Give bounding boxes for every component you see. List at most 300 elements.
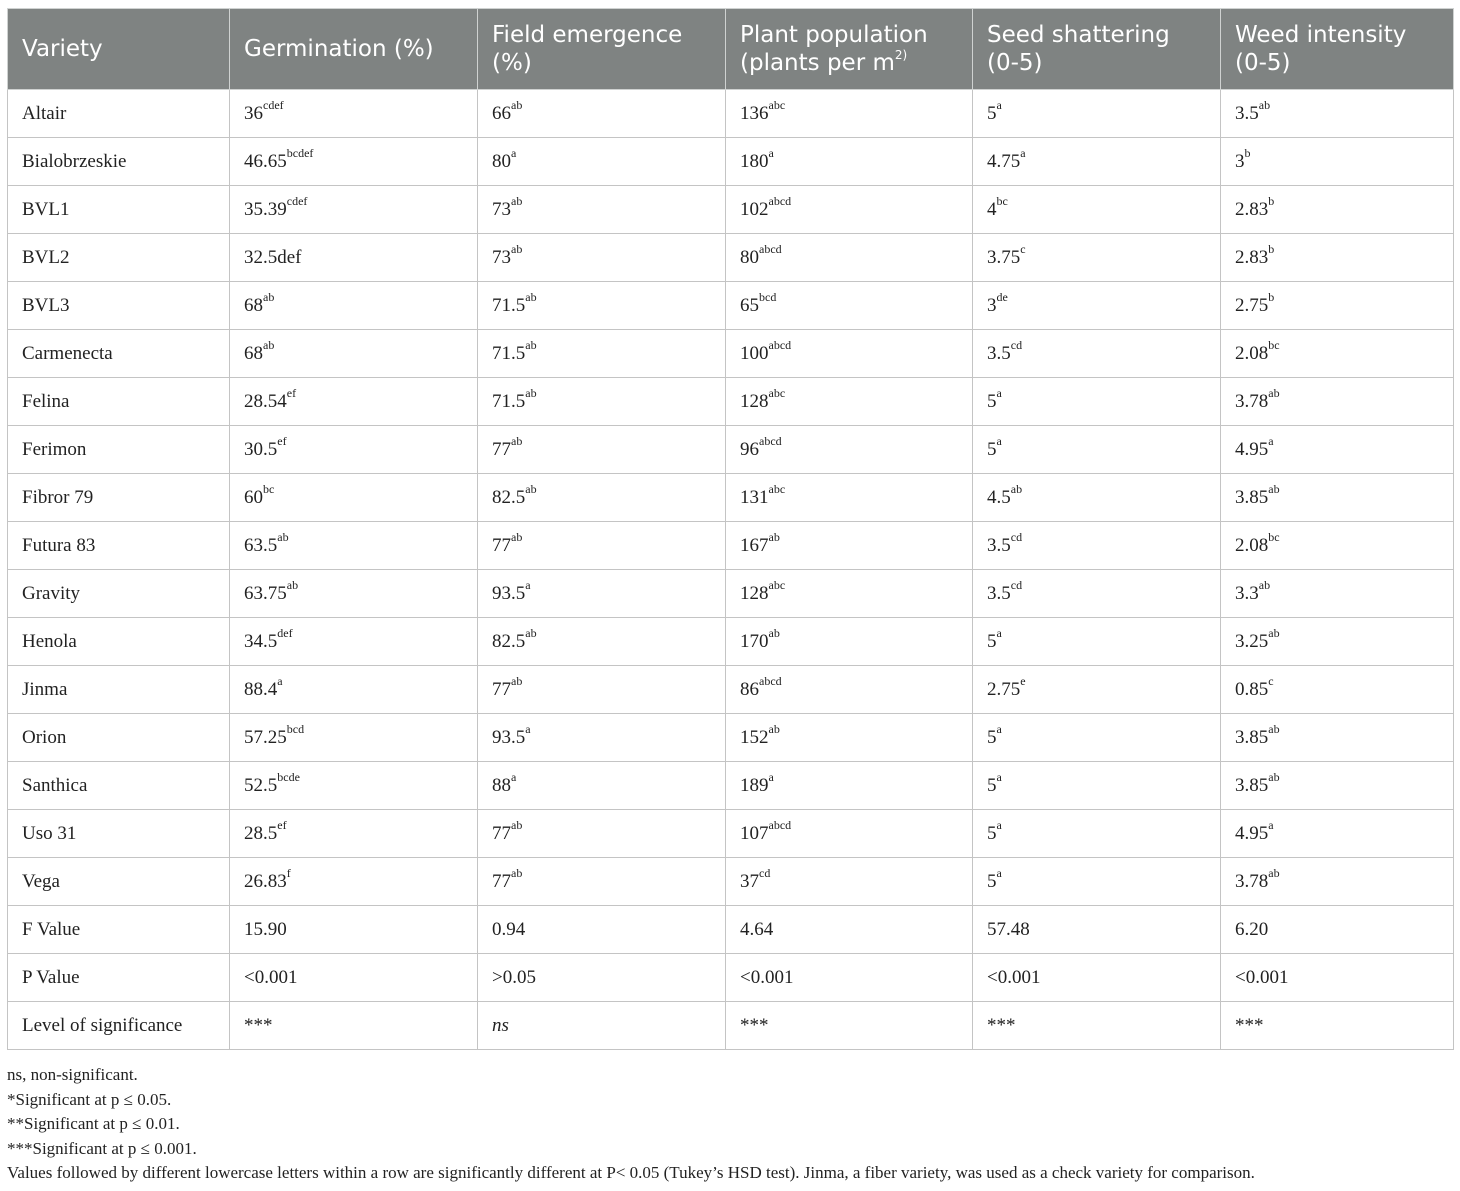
value-cell [478,378,726,426]
value-cell [973,714,1221,762]
value-cell [1221,762,1454,810]
header-label: Field emergence (%) [492,22,683,76]
cell-value: 107 [740,822,769,844]
header-cell [973,9,1221,90]
cell-value: 3 [987,294,997,316]
cell-value: 71.5 [492,390,526,412]
value-cell [478,906,726,954]
value-cell [478,234,726,282]
cell-value: 3.85 [1235,774,1269,796]
significance-letters: ab [263,338,275,353]
significance-letters: a [277,674,283,689]
significance-letters: ab [511,866,523,881]
significance-letters: ab [511,434,523,449]
value-cell [478,858,726,906]
value-cell [230,570,478,618]
value-cell [1221,282,1454,330]
cell-value: 3.5 [987,534,1011,556]
cell-value: 3 [1235,150,1245,172]
cell-value: *** [1235,1014,1264,1036]
table-row [8,186,1454,234]
significance-letters: bc [1268,530,1280,545]
value-cell [726,138,973,186]
value-cell [1221,474,1454,522]
value-cell [1221,954,1454,1002]
value-cell [973,954,1221,1002]
significance-letters: ab [511,98,523,113]
significance-letters: ef [286,386,297,401]
cell-value: *** [244,1014,273,1036]
value-cell [973,810,1221,858]
cell-value: <0.001 [1235,966,1289,988]
significance-letters: ab [525,626,537,641]
value-cell [1221,618,1454,666]
cell-value: Felina [22,390,70,412]
cell-value: 88 [492,774,511,796]
significance-letters: ab [768,722,780,737]
value-cell [478,1002,726,1050]
value-cell [726,1002,973,1050]
value-cell [726,570,973,618]
variety-cell [8,282,230,330]
header-row [8,9,1454,90]
table-row [8,282,1454,330]
value-cell [1221,858,1454,906]
value-cell [973,330,1221,378]
significance-letters: de [996,290,1008,305]
cell-value: 3.5 [987,342,1011,364]
significance-letters: ab [1258,578,1271,593]
cell-value: 170 [740,630,769,652]
cell-value: F Value [22,918,81,940]
significance-letters: a [996,434,1002,449]
significance-letters: a [996,626,1002,641]
value-cell [478,90,726,138]
value-cell [973,186,1221,234]
value-cell [230,906,478,954]
value-cell [478,570,726,618]
variety-cell [8,762,230,810]
cell-value: 73 [492,198,511,220]
cell-value: 152 [740,726,769,748]
value-cell [478,186,726,234]
significance-letters: ab [277,530,289,545]
significance-letters: b [1268,242,1275,257]
cell-value: 28.5 [244,822,278,844]
cell-value: 93.5 [492,726,526,748]
cell-value: 63.75 [244,582,287,604]
value-cell [478,522,726,570]
value-cell [1221,378,1454,426]
value-cell [230,186,478,234]
cell-value: 77 [492,870,511,892]
value-cell [1221,90,1454,138]
cell-value: 52.5 [244,774,278,796]
significance-letters: abc [768,578,786,593]
value-cell [1221,666,1454,714]
significance-letters: abc [768,386,786,401]
cell-value: 65 [740,294,759,316]
footnote: ns, non-significant. [7,1065,138,1084]
value-cell [230,666,478,714]
value-cell [726,954,973,1002]
value-cell [973,138,1221,186]
cell-value: 2.75 [1235,294,1269,316]
significance-letters: abcd [759,434,782,449]
significance-letters: ab [768,626,780,641]
variety-cell [8,618,230,666]
significance-letters: ab [525,338,537,353]
significance-letters: a [511,146,517,161]
cell-value: 77 [492,678,511,700]
variety-cell [8,138,230,186]
significance-letters: ab [525,482,537,497]
significance-letters: cdef [263,98,284,113]
significance-letters: ab [1268,866,1280,881]
value-cell [973,618,1221,666]
value-cell [726,186,973,234]
header-label: Germination (%) [244,36,434,62]
cell-value: 37 [740,870,759,892]
value-cell [1221,1002,1454,1050]
value-cell [973,666,1221,714]
significance-letters: ab [511,818,523,833]
value-cell [726,666,973,714]
footnote: Values followed by different lowercase letters within a row are significantly different at P< 0.05 (Tukey’s HSD test). Jinma, a fiber variety, was used as a check variety for comparison. [7,1163,1255,1182]
value-cell [973,282,1221,330]
value-cell [230,138,478,186]
cell-value: 80 [492,150,511,172]
variety-cell [8,522,230,570]
value-cell [478,954,726,1002]
value-cell [1221,138,1454,186]
significance-letters: ab [1268,482,1280,497]
cell-value: <0.001 [740,966,794,988]
value-cell [230,618,478,666]
header-label: Weed intensity (0-5) [1235,22,1407,76]
significance-letters: ab [1268,770,1280,785]
table-row [8,1002,1454,1050]
table-row [8,522,1454,570]
value-cell [726,810,973,858]
value-cell [1221,186,1454,234]
cell-value: 167 [740,534,769,556]
significance-letters: abcd [768,338,792,353]
significance-letters: a [525,722,531,737]
cell-value: Vega [22,870,60,892]
variety-cell [8,954,230,1002]
significance-letters: a [996,818,1002,833]
significance-letters: ab [1268,626,1280,641]
cell-value: 35.39 [244,198,287,220]
cell-value: 3.78 [1235,870,1269,892]
significance-letters: b [1268,194,1275,209]
cell-value: BVL3 [22,294,70,316]
header-cell [230,9,478,90]
value-cell [726,714,973,762]
value-cell [973,1002,1221,1050]
footnote: ***Significant at p ≤ 0.001. [7,1138,197,1158]
variety-cell [8,474,230,522]
significance-letters: bcd [759,290,777,305]
value-cell [1221,426,1454,474]
value-cell [973,522,1221,570]
cell-value: 4.64 [740,918,774,940]
value-cell [726,426,973,474]
cell-value: 102 [740,198,769,220]
cell-value: 3.25 [1235,630,1269,652]
cell-value: 71.5 [492,342,526,364]
table-row [8,906,1454,954]
cell-value: 15.90 [244,918,287,940]
variety-cell [8,330,230,378]
cell-value: Altair [22,102,67,124]
cell-value: 5 [987,102,997,124]
significance-letters: bcd [286,722,305,737]
cell-value: 82.5 [492,486,526,508]
variety-cell [8,714,230,762]
value-cell [973,234,1221,282]
significance-letters: f [286,866,291,881]
significance-letters: b [1268,290,1275,305]
value-cell [230,90,478,138]
cell-value: 5 [987,390,997,412]
value-cell [478,138,726,186]
value-cell [230,810,478,858]
table-row [8,714,1454,762]
significance-letters: bc [1268,338,1280,353]
cell-value: 57.48 [987,918,1030,940]
value-cell [1221,810,1454,858]
variety-cell [8,906,230,954]
significance-letters: ab [1258,98,1271,113]
cell-value: Henola [22,630,77,652]
value-cell [478,330,726,378]
table-body [8,90,1454,1050]
significance-letters: ab [286,578,299,593]
cell-value: 66 [492,102,511,124]
cell-value: 3.85 [1235,726,1269,748]
header-label: Seed shattering (0-5) [987,22,1170,76]
cell-value: 128 [740,390,769,412]
cell-value: 5 [987,822,997,844]
significance-letters: def [277,626,293,641]
cell-value: Jinma [22,678,68,700]
cell-value: 57.25 [244,726,287,748]
significance-letters: ab [1268,386,1280,401]
cell-value: P Value [22,966,80,988]
variety-cell [8,810,230,858]
significance-letters: ab [525,386,537,401]
significance-letters: bc [263,482,275,497]
significance-letters: cd [759,866,771,881]
significance-letters: abc [768,98,786,113]
table-row [8,426,1454,474]
cell-value: 5 [987,438,997,460]
cell-value: 68 [244,342,263,364]
cell-value: 136 [740,102,769,124]
table-row [8,810,1454,858]
value-cell [478,618,726,666]
value-cell [726,330,973,378]
variety-cell [8,1002,230,1050]
cell-value: 36 [244,102,263,124]
table-row [8,138,1454,186]
significance-letters: b [1244,146,1251,161]
cell-value: 131 [740,486,769,508]
cell-value: 180 [740,150,769,172]
cell-value: 3.5 [1235,102,1259,124]
value-cell [726,282,973,330]
cell-value: 3.3 [1235,582,1259,604]
cell-value: 71.5 [492,294,526,316]
variety-cell [8,570,230,618]
variety-cell [8,666,230,714]
value-cell [230,1002,478,1050]
cell-value: 5 [987,870,997,892]
significance-letters: bc [996,194,1008,209]
cell-value: Gravity [22,582,81,604]
cell-value: 60 [244,486,263,508]
cell-value: 77 [492,438,511,460]
cell-value: 4.75 [987,150,1021,172]
cell-value: Bialobrzeskie [22,150,127,172]
cell-value: 189 [740,774,769,796]
cell-value: Uso 31 [22,822,77,844]
footnote: **Significant at p ≤ 0.01. [7,1114,180,1133]
value-cell [478,810,726,858]
value-cell [726,378,973,426]
table-row [8,666,1454,714]
cell-value: BVL1 [22,198,70,220]
value-cell [726,522,973,570]
cell-value: 2.08 [1235,342,1269,364]
table-row [8,474,1454,522]
value-cell [478,714,726,762]
value-cell [973,378,1221,426]
cell-value: 26.83 [244,870,287,892]
table-row [8,570,1454,618]
significance-letters: a [768,770,774,785]
value-cell [230,954,478,1002]
header-label: Plant population (plants per m [740,22,928,76]
significance-letters: a [996,98,1002,113]
footnote: *Significant at p ≤ 0.05. [7,1089,172,1109]
cell-value: 30.5 [244,438,278,460]
cell-value: 68 [244,294,263,316]
cell-value: 3.75 [987,246,1021,268]
table-row [8,330,1454,378]
header-superscript: 2) [894,48,908,63]
cell-value: 46.65 [244,150,287,172]
significance-letters: ab [525,290,537,305]
cell-value: 86 [740,678,759,700]
table-row [8,762,1454,810]
cell-value: 82.5 [492,630,526,652]
significance-letters: ab [768,530,780,545]
value-cell [726,858,973,906]
cell-value: *** [740,1014,769,1036]
cell-value: 3.85 [1235,486,1269,508]
header-label: Variety [22,36,103,62]
value-cell [973,570,1221,618]
cell-value: ns [492,1014,509,1036]
cell-value: 0.94 [492,918,526,940]
value-cell [973,858,1221,906]
data-table-container [7,8,1453,1050]
cell-value: BVL2 [22,246,70,268]
cell-value: 6.20 [1235,918,1269,940]
significance-letters: ab [511,674,523,689]
cell-value: 63.5 [244,534,278,556]
cell-value: Carmenecta [22,342,113,364]
value-cell [230,762,478,810]
value-cell [973,426,1221,474]
cell-value: *** [987,1014,1016,1036]
significance-letters: cd [1010,578,1023,593]
table-row [8,234,1454,282]
significance-letters: ef [277,434,287,449]
significance-letters: a [1268,818,1274,833]
cell-value: 2.08 [1235,534,1269,556]
value-cell [1221,522,1454,570]
cell-value: >0.05 [492,966,536,988]
value-cell [726,90,973,138]
variety-cell [8,858,230,906]
cell-value: Santhica [22,774,88,796]
header-cell [726,9,973,90]
value-cell [726,474,973,522]
header-cell [1221,9,1454,90]
significance-letters: cd [1010,530,1023,545]
cell-value: 80 [740,246,759,268]
significance-letters: a [511,770,517,785]
cell-value: 88.4 [244,678,278,700]
variety-cell [8,426,230,474]
value-cell [973,906,1221,954]
cell-value: 2.83 [1235,198,1269,220]
value-cell [726,906,973,954]
value-cell [973,474,1221,522]
header-cell [478,9,726,90]
significance-letters: bcdef [286,146,314,161]
significance-letters: e [1020,674,1026,689]
cell-value: 77 [492,534,511,556]
value-cell [230,858,478,906]
significance-letters: a [1268,434,1274,449]
significance-letters: a [768,146,774,161]
variety-cell [8,378,230,426]
cell-value: 3.5 [987,582,1011,604]
value-cell [230,330,478,378]
significance-letters: abcd [768,194,792,209]
variety-cell [8,186,230,234]
value-cell [1221,330,1454,378]
value-cell [230,282,478,330]
significance-letters: a [1020,146,1026,161]
cell-value: 93.5 [492,582,526,604]
table-row [8,378,1454,426]
value-cell [478,666,726,714]
value-cell [230,234,478,282]
data-table [7,8,1454,1050]
value-cell [1221,570,1454,618]
variety-cell [8,234,230,282]
value-cell [230,714,478,762]
significance-letters: a [996,770,1002,785]
cell-value: 32.5def [244,246,302,268]
cell-value: Level of significance [22,1014,183,1036]
